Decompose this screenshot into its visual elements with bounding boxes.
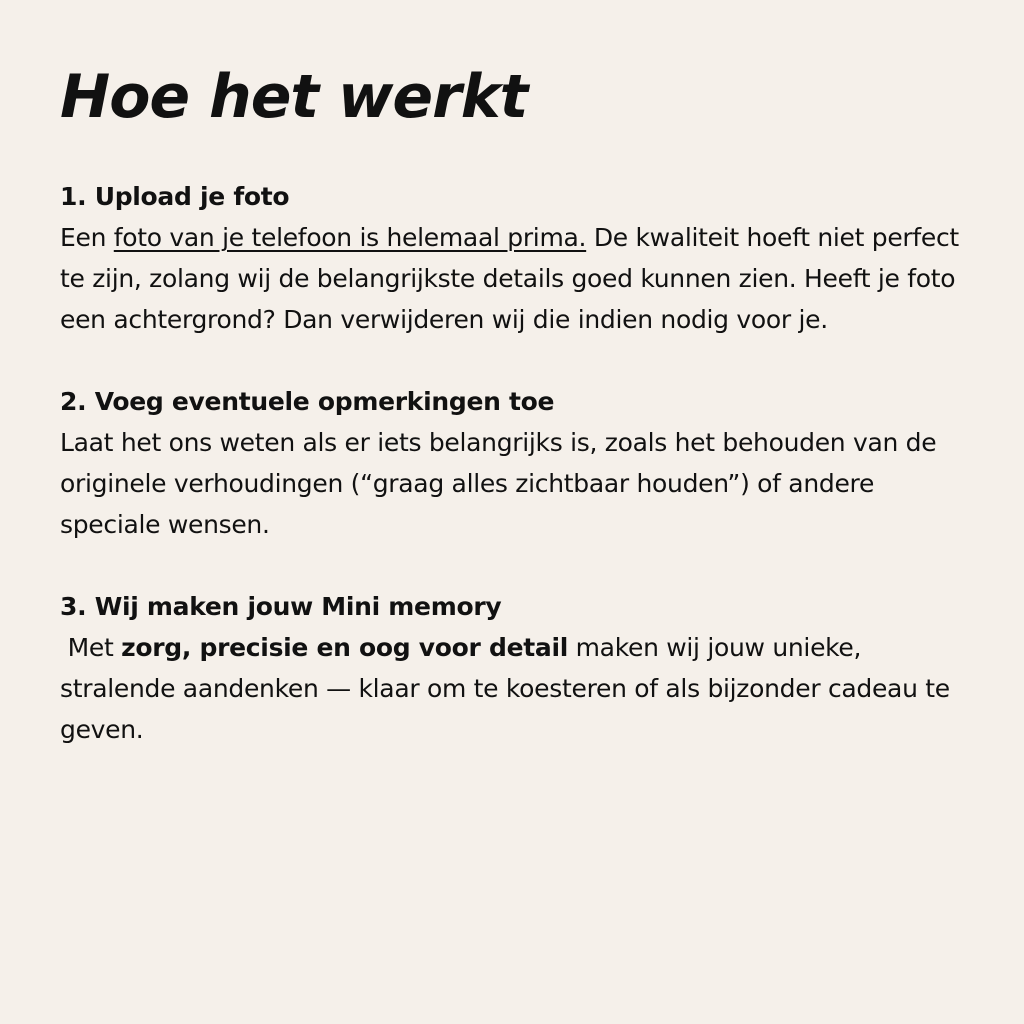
step-2-body: Laat het ons weten als er iets belangrijks is, zoals het behouden van de originele verhoudingen (“graag alles zichtbaar houden”) of andere speciale wensen.: [60, 428, 937, 539]
page-title: Hoe het werkt: [60, 62, 528, 132]
step-3-body-rest: maken wij jouw unieke, stralende aandenken — klaar om te koesteren of als bijzonder cadeau te geven.: [60, 633, 950, 744]
page-content: [60, 52, 970, 750]
step-1-body: [60, 217, 970, 340]
step-2: [60, 381, 970, 545]
step-1-heading: 1. Upload je foto: [60, 182, 290, 211]
step-1-body-rest: De kwaliteit hoeft niet perfect te zijn, zolang wij de belangrijkste details goed kunnen zien. Heeft je foto een achtergrond? Dan verwijderen wij die indien nodig voor je.: [60, 223, 959, 334]
step-3-body: [60, 627, 970, 750]
step-2-heading: 2. Voeg eventuele opmerkingen toe: [60, 387, 555, 416]
step-1-body-intro: Een: [60, 223, 114, 252]
step-3-body-intro: Met: [60, 633, 122, 662]
step-1-underlined-text: foto van je telefoon is helemaal prima.: [113, 223, 587, 252]
step-3-bold-text: zorg, precisie en oog voor detail: [121, 633, 568, 662]
step-3-heading: 3. Wij maken jouw Mini memory: [60, 592, 502, 621]
step-1: [60, 176, 970, 340]
step-3: [60, 586, 970, 750]
